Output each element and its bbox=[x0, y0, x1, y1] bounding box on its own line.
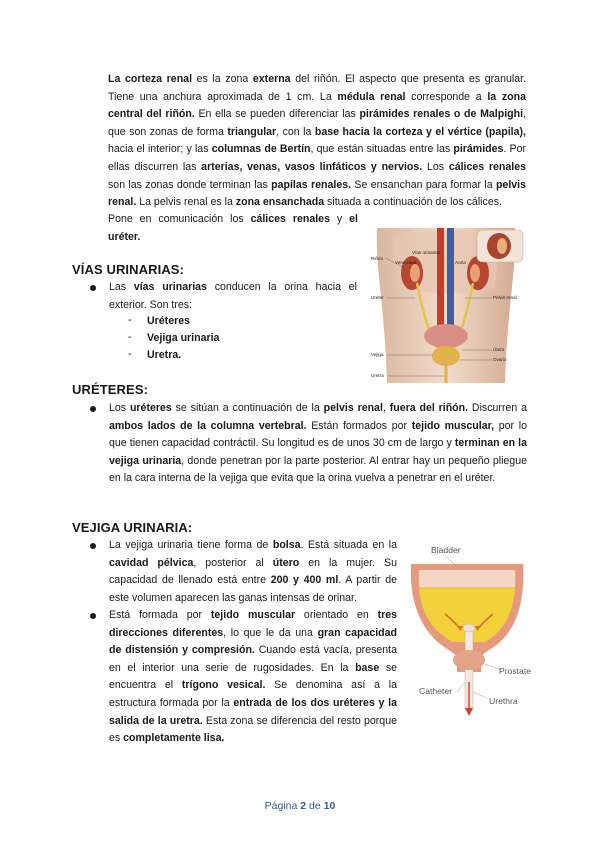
figure-label: Uretra bbox=[371, 373, 384, 378]
section-heading-vias: VÍAS URINARIAS: bbox=[72, 262, 185, 277]
urinary-system-image bbox=[367, 228, 525, 383]
figure-label: Bladder bbox=[431, 545, 461, 555]
section-heading-vejiga: VEJIGA URINARIA: bbox=[72, 520, 193, 535]
intro-paragraph: La corteza renal es la zona externa del riñón. El aspecto que presenta es granular. Tiene una anchura aproximada de 1 cm. La médula renal corresponde a la zona central del riñón. En ella se pueden diferenciar las pirámides renales o de Malpighi, que son zonas de forma triangular, con la base hacia la corteza y el vértice (papila), hacia el interior; y las columnas de Bertín, que están situadas entre las pirámides. Por ellas discurren las arterias, venas, vasos linfáticos y nervios. Los cálices renales son las zonas donde terminan las papilas renales. Se ensanchan para formar la pelvis renal. La pelvis renal es la zona ensanchada situada a continuación de los cálices. bbox=[108, 73, 527, 209]
vejiga-bullet-1: La vejiga urinaria tiene forma de bolsa. Está situada en la cavidad pélvica, posterior al útero en la mujer. Su capacidad de llenado está entre 200 y 400 ml. A partir de este volumen aparecen las ganas intensas de orinar. bbox=[109, 539, 398, 604]
bullet-icon bbox=[90, 406, 96, 412]
list-item: Uréteres bbox=[147, 315, 190, 327]
figure-label: Aorta bbox=[455, 260, 466, 265]
bullet-icon bbox=[90, 613, 96, 619]
vejiga-bullet-2: Está formada por tejido muscular orientado en tres direcciones diferentes, lo que le da una gran capacidad de distensión y compresión. Cuando está vacía, presenta en el interior una serie de rugosidades. En la base se encuentra el trígono vesical. Se denomina así a la estructura formada por la entrada de los dos uréteres y la salida de la uretra. Esta zona se diferencia del resto porque es completamente lisa. bbox=[109, 609, 398, 745]
figure-label: Riñón bbox=[371, 256, 384, 261]
dash-icon: - bbox=[128, 314, 132, 326]
footer-mid: de bbox=[306, 800, 324, 812]
figure-label: Vías urinarias bbox=[412, 250, 441, 255]
figure-label: Uréter bbox=[371, 295, 384, 300]
figure-label: Vena cava bbox=[395, 260, 417, 265]
footer-prefix: Página bbox=[264, 800, 301, 812]
total-pages-number: 10 bbox=[323, 800, 336, 812]
vias-bullet-text: Las vías urinarias conducen la orina hacia el exterior. Son tres: bbox=[109, 281, 357, 311]
figure-label: Urethra bbox=[489, 696, 518, 706]
section-heading-ureteres: URÉTERES: bbox=[72, 382, 149, 397]
bladder-image bbox=[405, 542, 537, 718]
bullet-icon bbox=[90, 543, 96, 549]
intro-paragraph-end: Pone en comunicación los cálices renales y el uréter. bbox=[108, 213, 358, 243]
current-page-number: 2 bbox=[300, 800, 307, 812]
ureteres-bullet-text: Los uréteres se sitúan a continuación de la pelvis renal, fuera del riñón. Discurren a ambos lados de la columna vertebral. Están formados por tejido muscular, por lo que tienen capacidad contráctil. Su longitud es de unos 30 cm de largo y terminan en la vejiga urinaria, donde penetran por la parte posterior. Al entrar hay un pequeño pliegue en la cara interna de la vejiga que evita que la orina vuelva a penetrar en el uréter. bbox=[109, 402, 528, 485]
dash-icon: - bbox=[128, 331, 132, 343]
list-item: Uretra. bbox=[147, 349, 182, 361]
figure-label: Pelvis renal bbox=[493, 295, 517, 300]
figure-label: Catheter bbox=[419, 686, 452, 696]
figure-label: Vejiga bbox=[371, 352, 384, 357]
dash-icon: - bbox=[128, 348, 132, 360]
figure-label: Ovario bbox=[493, 357, 507, 362]
figure-label: Prostate bbox=[499, 666, 532, 676]
list-item: Vejiga urinaria bbox=[147, 332, 220, 344]
bullet-icon bbox=[90, 285, 96, 291]
figure-label: Útero bbox=[493, 347, 505, 352]
page-footer bbox=[0, 800, 600, 812]
